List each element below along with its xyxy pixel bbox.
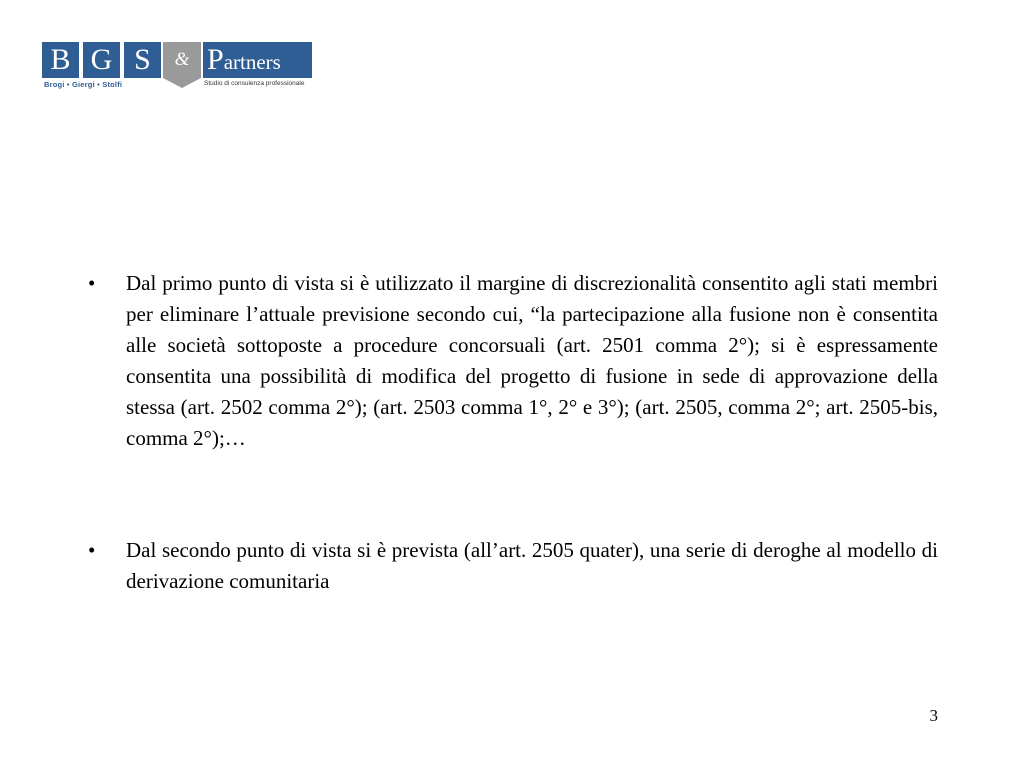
logo-partners-initial: P: [207, 43, 224, 76]
logo-ampersand: &: [174, 49, 190, 70]
bullet-text: Dal primo punto di vista si è utilizzato il margine di discrezionalità consentito agli stati membri per eliminare l’attuale previsione secondo cui, “la partecipazione alla fusione non è consentita alle società sottoposte a procedure concorsuali (art. 2501 comma 2°); si è espressamente consentita una possibilità di modifica del progetto di fusione in sede di approvazione della stessa (art. 2502 comma 2°); (art. 2503 comma 1°, 2° e 3°); (art. 2505, comma 2°; art. 2505-bis, comma 2°);…: [126, 271, 938, 450]
bullet-marker: •: [88, 271, 96, 295]
bullet-item-1: [88, 268, 938, 454]
logo-letter-g: G: [83, 42, 120, 78]
page-number: 3: [929, 706, 938, 725]
logo-founder-names: Brogi • Giergi • Stolfi: [44, 80, 123, 89]
bullet-marker: •: [88, 538, 96, 562]
logo-partners: [203, 42, 312, 78]
logo-partners-rest: artners: [223, 50, 281, 74]
logo-letter-s: S: [124, 42, 161, 78]
bullet-item-2: [88, 535, 938, 597]
company-logo: [42, 42, 312, 92]
logo-letter-b: B: [42, 42, 79, 78]
logo-tagline: Studio di consulenza professionale: [204, 80, 305, 87]
bullet-text: Dal secondo punto di vista si è prevista (all’art. 2505 quater), una serie di deroghe al modello di derivazione comunitaria: [126, 538, 938, 593]
slide-body: [88, 268, 938, 597]
